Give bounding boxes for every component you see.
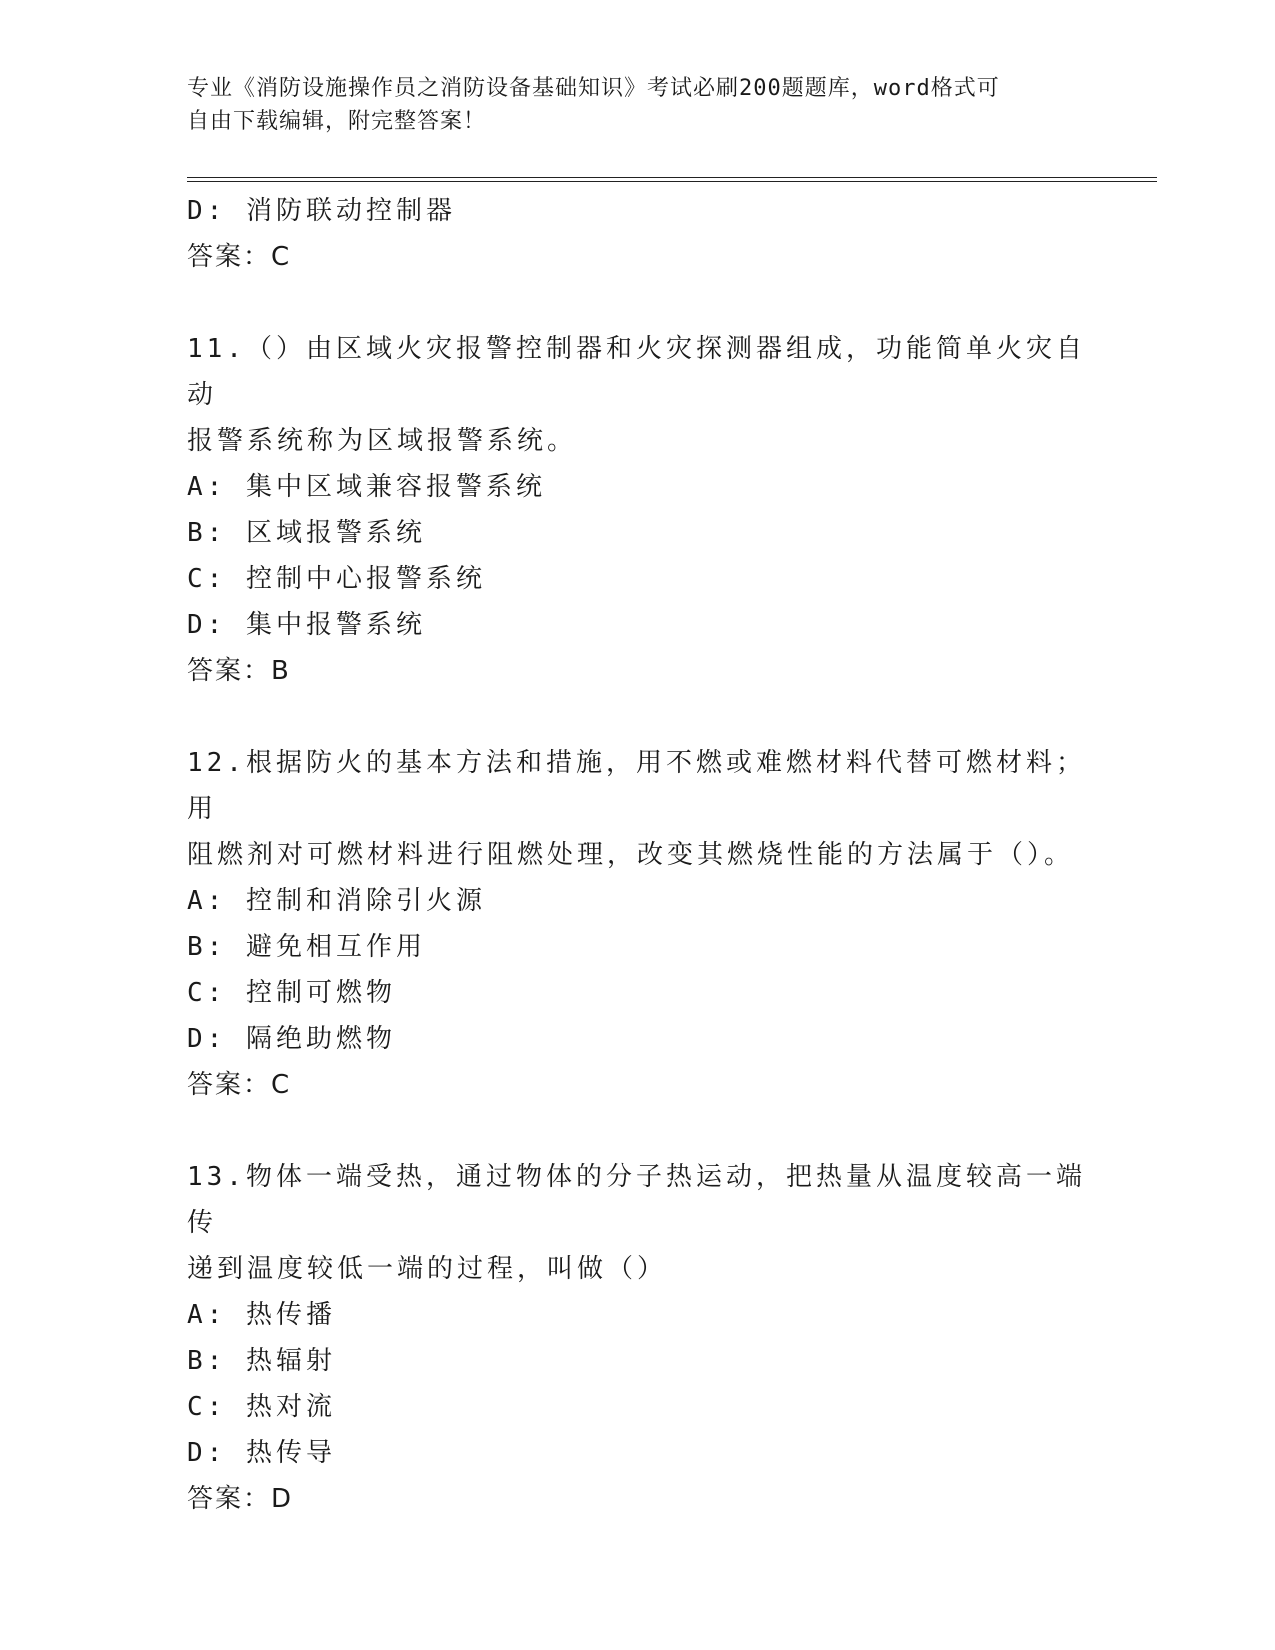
question-text-line-2: 报警系统称为区域报警系统。 bbox=[187, 426, 578, 456]
question-12 bbox=[187, 740, 1087, 1108]
option-b: B: 避免相互作用 bbox=[187, 932, 426, 962]
answer: 答案：C bbox=[187, 242, 292, 272]
question-11 bbox=[187, 326, 1087, 694]
option-a: A: 热传播 bbox=[187, 1300, 336, 1330]
header-divider bbox=[187, 177, 1157, 182]
answer: 答案：D bbox=[187, 1484, 294, 1514]
option-c: C: 控制可燃物 bbox=[187, 978, 396, 1008]
option-c: C: 热对流 bbox=[187, 1392, 336, 1422]
question-text-line-1: 11.（）由区域火灾报警控制器和火灾探测器组成，功能简单火灾自动 bbox=[187, 334, 1086, 410]
option-d: D: 热传导 bbox=[187, 1438, 336, 1468]
option-d: D: 消防联动控制器 bbox=[187, 196, 456, 226]
page-header bbox=[187, 72, 1067, 138]
option-b: B: 区域报警系统 bbox=[187, 518, 426, 548]
header-line-1: 专业《消防设施操作员之消防设备基础知识》考试必刷200题题库，word格式可 bbox=[187, 76, 1000, 101]
header-line-2: 自由下载编辑，附完整答案！ bbox=[187, 109, 487, 134]
option-b: B: 热辐射 bbox=[187, 1346, 336, 1376]
question-text-line-2: 递到温度较低一端的过程，叫做（） bbox=[187, 1254, 668, 1284]
question-text bbox=[187, 326, 1087, 464]
option-c: C: 控制中心报警系统 bbox=[187, 564, 486, 594]
option-a: A: 控制和消除引火源 bbox=[187, 886, 486, 916]
question-text bbox=[187, 1154, 1087, 1292]
question-text bbox=[187, 740, 1087, 878]
option-a: A: 集中区域兼容报警系统 bbox=[187, 472, 546, 502]
document-body bbox=[187, 188, 1087, 1522]
answer: 答案：C bbox=[187, 1070, 292, 1100]
option-d: D: 隔绝助燃物 bbox=[187, 1024, 396, 1054]
question-text-line-1: 12.根据防火的基本方法和措施，用不燃或难燃材料代替可燃材料；用 bbox=[187, 748, 1086, 824]
option-d: D: 集中报警系统 bbox=[187, 610, 426, 640]
question-text-line-2: 阻燃剂对可燃材料进行阻燃处理，改变其燃烧性能的方法属于（）。 bbox=[187, 840, 1075, 870]
question-text-line-1: 13.物体一端受热，通过物体的分子热运动，把热量从温度较高一端传 bbox=[187, 1162, 1086, 1238]
prev-question-tail bbox=[187, 188, 1087, 280]
answer: 答案：B bbox=[187, 656, 291, 686]
question-13 bbox=[187, 1154, 1087, 1522]
